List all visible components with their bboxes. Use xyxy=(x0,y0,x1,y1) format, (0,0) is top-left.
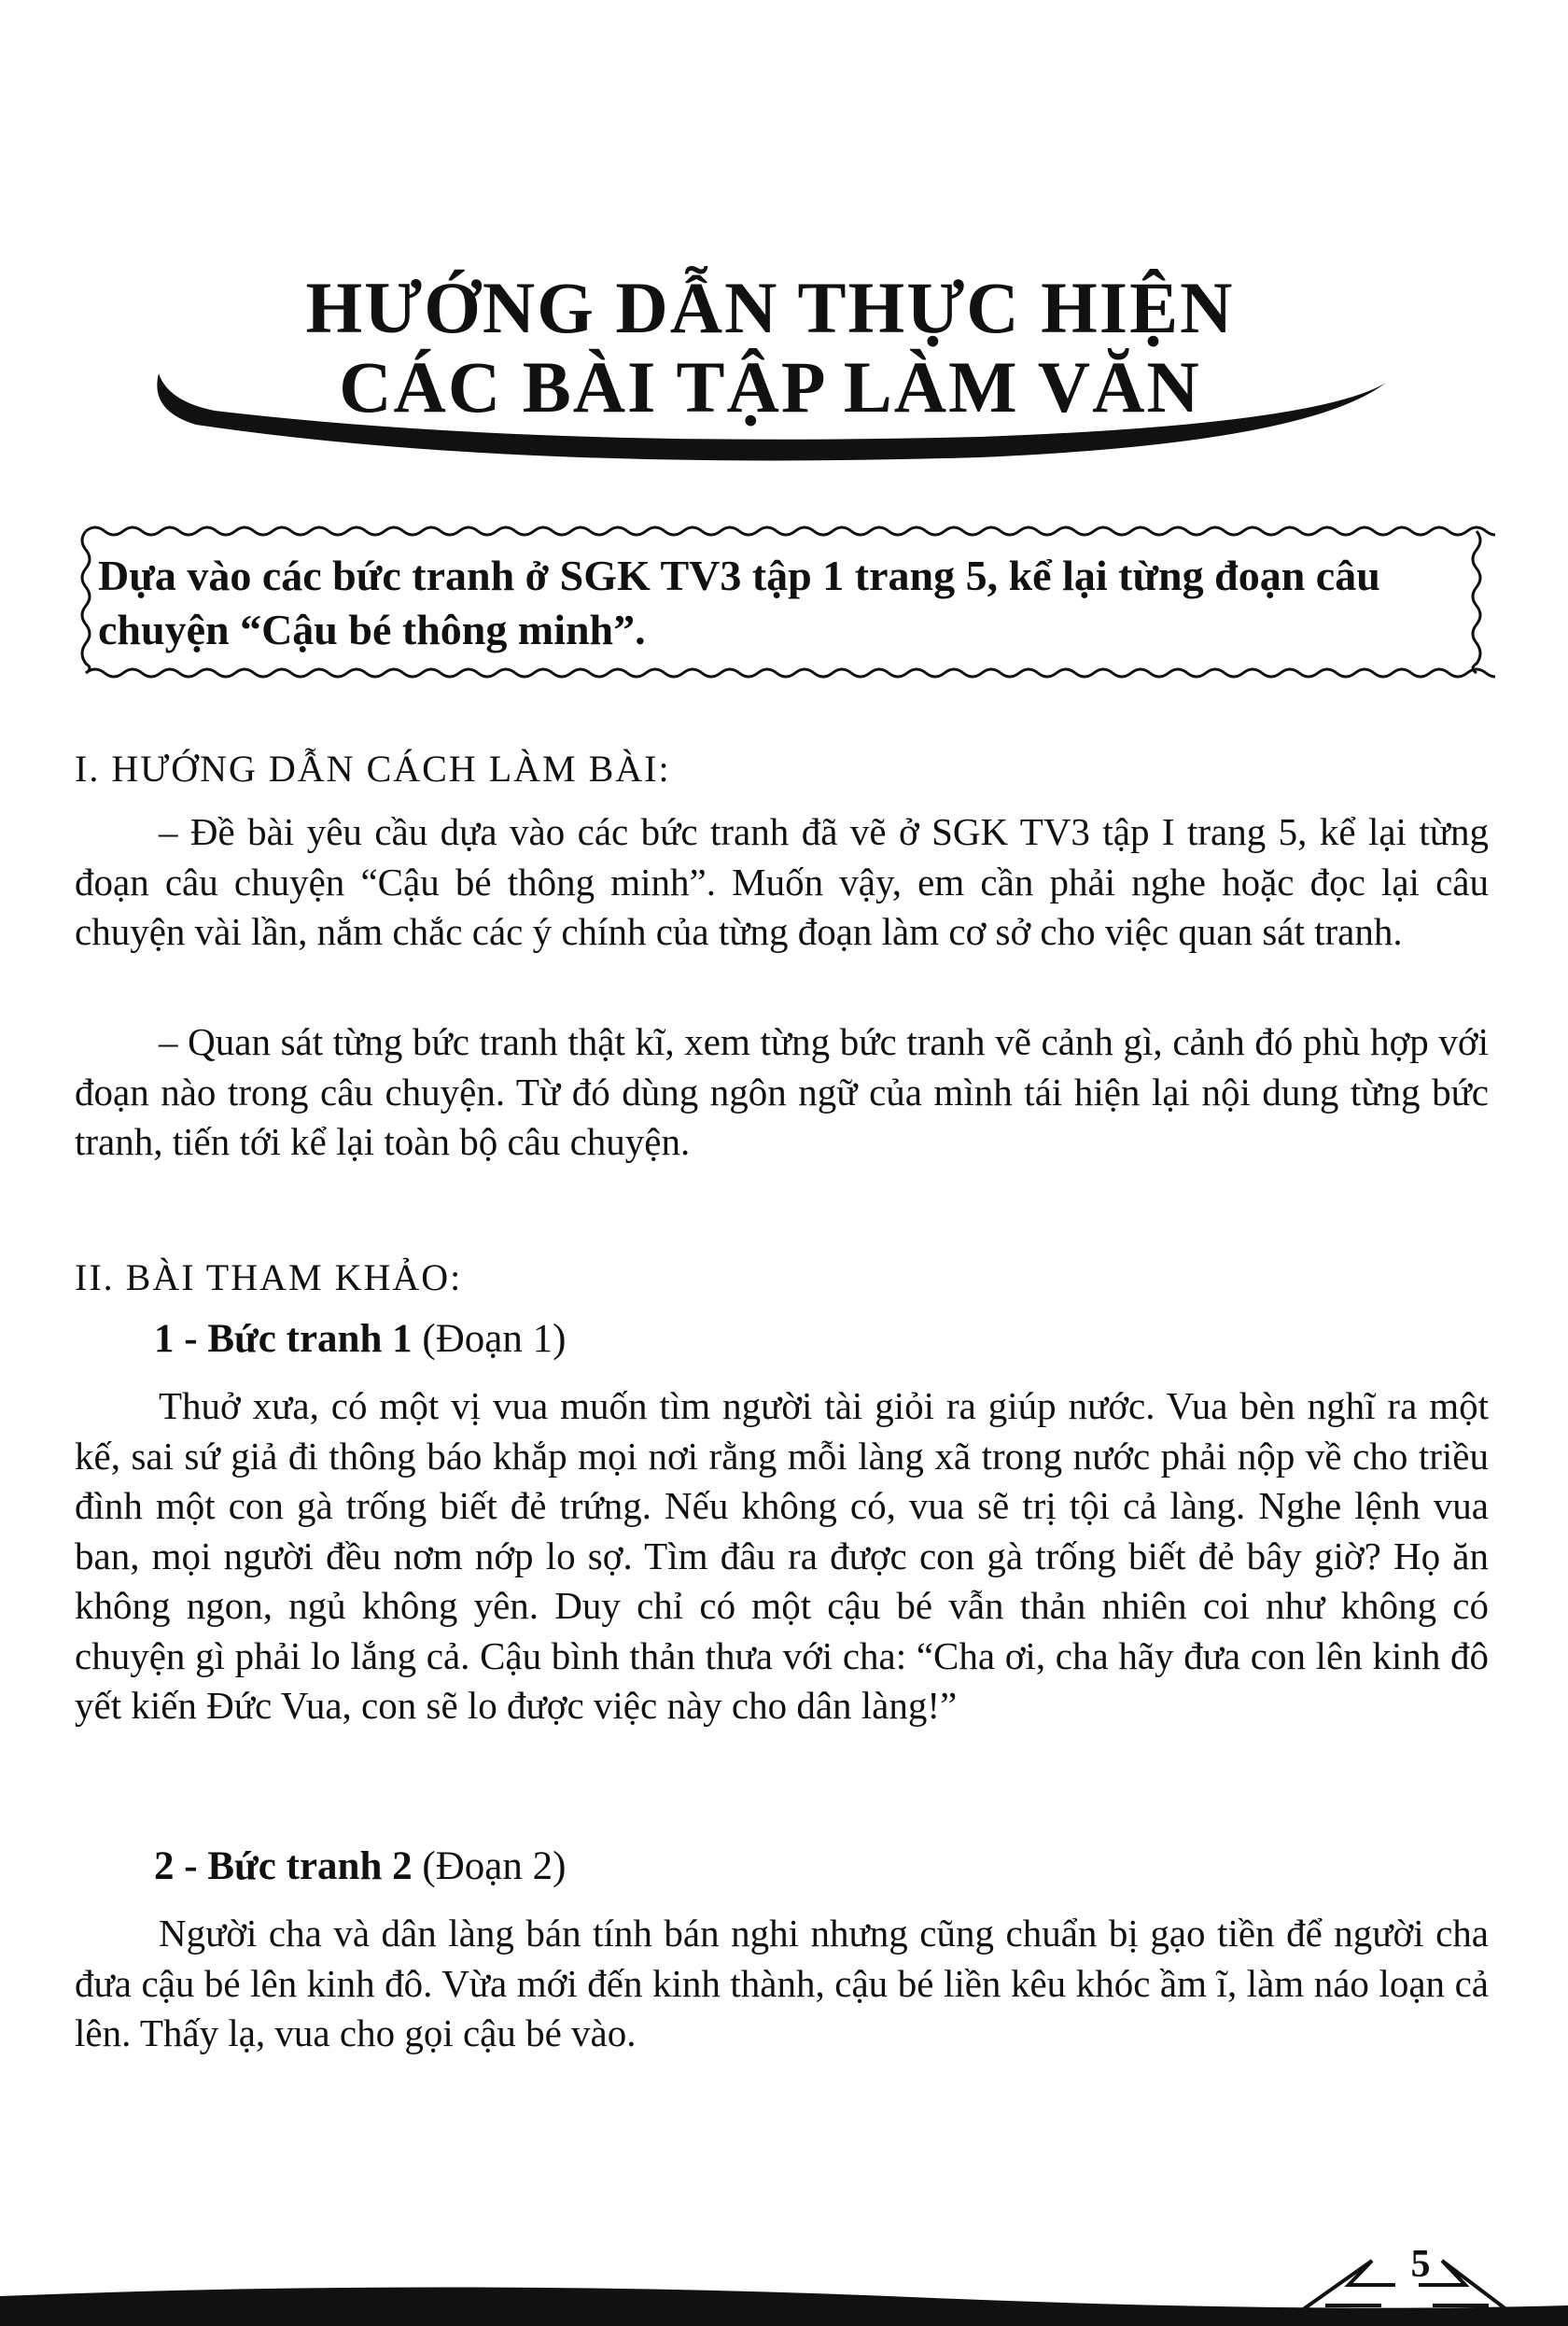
part-1-title: 1 - Bức tranh 1 xyxy=(154,1317,413,1361)
part-2-title: 2 - Bức tranh 2 xyxy=(154,1844,413,1888)
part-1-heading xyxy=(154,1316,566,1362)
task-text: Dựa vào các bức tranh ở SGK TV3 tập 1 trang 5, kể lại từng đoạn câu chuyện “Cậu bé thông minh”. xyxy=(98,552,1380,653)
section-1-paragraph-1: – Đề bài yêu cầu dựa vào các bức tranh đã vẽ ở SGK TV3 tập I trang 5, kể lại từng đoạn câu chuyện “Cậu bé thông minh”. Muốn vậy, em cần phải nghe hoặc đọc lại câu chuyện vài lần, nắm chắc các ý chính của từng đoạn làm cơ sở cho việc quan sát tranh. xyxy=(75,810,1489,953)
title-line-1: HƯỚNG DẪN THỰC HIỆN xyxy=(305,267,1235,348)
section-2-heading: II. BÀI THAM KHẢO: xyxy=(75,1256,463,1298)
part-2-note: (Đoạn 2) xyxy=(422,1844,567,1888)
section-1-paragraph-2: – Quan sát từng bức tranh thật kĩ, xem từng bức tranh vẽ cảnh gì, cảnh đó phù hợp với đoạn nào trong câu chuyện. Từ đó dùng ngôn ngữ của mình tái hiện lại nội dung từng bức tranh, tiến tới kể lại toàn bộ câu chuyện. xyxy=(75,1020,1489,1163)
page-number: 5 xyxy=(1410,2243,1431,2286)
part-2-text: Người cha và dân làng bán tính bán nghi nhưng cũng chuẩn bị gạo tiền để người cha đưa cậu bé lên kinh đô. Vừa mới đến kinh thành, cậu bé liền kêu khóc ầm ĩ, làm náo loạn cả lên. Thấy lạ, vua cho gọi cậu bé vào. xyxy=(75,1912,1489,2054)
title-line-2: CÁC BÀI TẬP LÀM VĂN xyxy=(339,346,1201,427)
part-1-text: Thuở xưa, có một vị vua muốn tìm người tài giỏi ra giúp nước. Vua bèn nghĩ ra một kế, sai sứ giả đi thông báo khắp mọi nơi rằng mỗi làng xã trong nước phải nộp về cho triều đình một con gà trống biết đẻ trứng. Nếu không có, vua sẽ trị tội cả làng. Nghe lệnh vua ban, mọi người đều nơm nớp lo sợ. Tìm đâu ra được con gà trống biết đẻ bây giờ? Họ ăn không ngon, ngủ không yên. Duy chỉ có một cậu bé vẫn thản nhiên coi như không có chuyện gì phải lo lắng cả. Cậu bình thản thưa với cha: “Cha ơi, cha hãy đưa con lên kinh đô yết kiến Đức Vua, con sẽ lo được việc này cho dân làng!” xyxy=(75,1384,1489,1727)
task-box xyxy=(67,518,1495,686)
section-1-heading: I. HƯỚNG DẪN CÁCH LÀM BÀI: xyxy=(75,748,671,790)
part-2-heading xyxy=(154,1843,566,1889)
title-banner xyxy=(140,224,1400,476)
part-1-note: (Đoạn 1) xyxy=(422,1317,567,1361)
footer-ornament xyxy=(0,2240,1568,2326)
